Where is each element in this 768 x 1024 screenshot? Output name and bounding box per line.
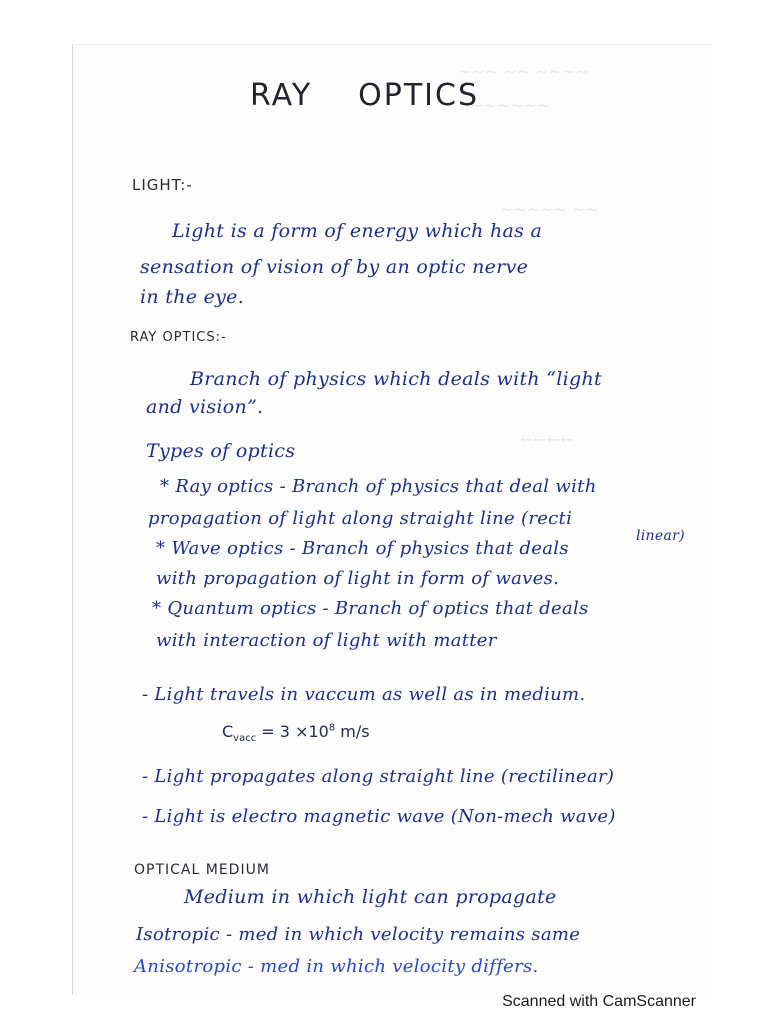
bleed-through-mark: ~~~~~~	[470, 96, 551, 115]
bleed-through-mark: ~~~~~ ~~	[500, 200, 599, 219]
fact-light-travels: - Light travels in vaccum as well as in medium.	[142, 684, 586, 705]
types-line-3: linear)	[636, 528, 685, 544]
types-line-7: with interaction of light with matter	[156, 630, 497, 651]
page-title	[250, 78, 479, 113]
types-line-1: * Ray optics - Branch of physics that deal with	[160, 476, 597, 497]
title-word-optics: OPTICS	[358, 78, 480, 113]
formula-unit: m/s	[335, 722, 370, 741]
light-line-1: Light is a form of energy which has a	[172, 220, 543, 242]
light-line-2: sensation of vision of by an optic nerve	[140, 256, 529, 278]
title-word-ray: RAY	[250, 78, 313, 113]
isotropic-line: Isotropic - med in which velocity remains same	[136, 924, 581, 945]
types-line-6: * Quantum optics - Branch of optics that deals	[152, 598, 589, 619]
scanner-watermark: Scanned with CamScanner	[502, 993, 696, 1010]
ray-optics-line-2: and vision”.	[146, 396, 264, 418]
types-heading: Types of optics	[146, 440, 296, 462]
formula-c: C	[222, 722, 234, 741]
optical-medium-definition: Medium in which light can propagate	[184, 886, 557, 908]
light-line-3: in the eye.	[140, 286, 245, 308]
bleed-through-mark: ~~~ ~~ ~~~~	[458, 62, 589, 81]
speed-of-light-formula	[222, 722, 370, 744]
ray-optics-heading: RAY OPTICS:-	[130, 330, 227, 345]
types-line-4: * Wave optics - Branch of physics that deals	[156, 538, 569, 559]
types-line-5: with propagation of light in form of waves.	[156, 568, 560, 589]
bleed-through-mark: ←←←←	[520, 430, 574, 449]
fact-em-wave: - Light is electro magnetic wave (Non-mech wave)	[142, 806, 616, 827]
formula-equals: = 3 ×10	[256, 722, 329, 741]
types-line-2: propagation of light along straight line (recti	[148, 508, 573, 529]
formula-subscript: vacc	[233, 733, 257, 745]
anisotropic-line: Anisotropic - med in which velocity differs.	[134, 956, 539, 977]
ray-optics-line-1: Branch of physics which deals with “light	[190, 368, 602, 390]
optical-medium-heading: OPTICAL MEDIUM	[134, 862, 270, 878]
formula-exponent: 8	[328, 722, 336, 734]
light-heading: LIGHT:-	[132, 176, 193, 194]
fact-light-propagates: - Light propagates along straight line (rectilinear)	[142, 766, 615, 787]
